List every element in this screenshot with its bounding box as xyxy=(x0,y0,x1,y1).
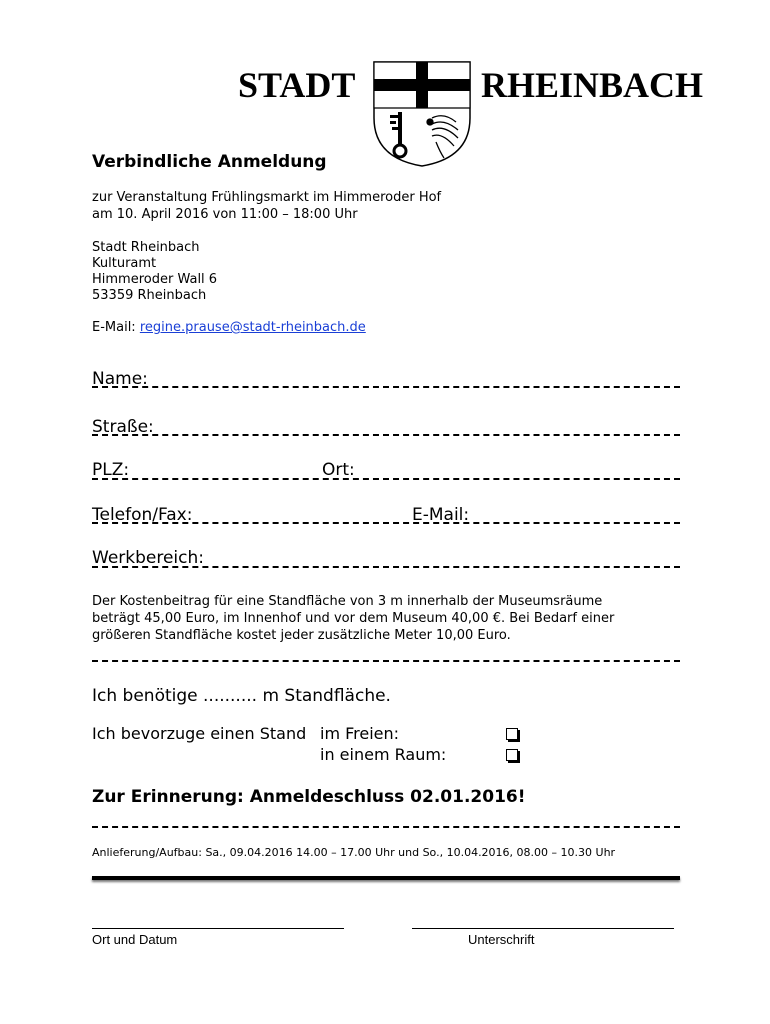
reminder-divider xyxy=(92,826,680,828)
signature-line[interactable] xyxy=(412,928,674,929)
name-label: Name: xyxy=(92,369,148,389)
stand-prefer-text: Ich bevorzuge einen Stand xyxy=(92,724,307,743)
cost-divider xyxy=(92,660,680,662)
outdoor-checkbox[interactable] xyxy=(506,728,518,740)
cost-line-1: Der Kostenbeitrag für eine Standfläche von 3 m innerhalb der Museumsräume xyxy=(92,594,603,609)
place-date-label: Ort und Datum xyxy=(92,932,178,947)
contact-email-link[interactable]: regine.prause@stadt-rheinbach.de xyxy=(139,320,366,335)
form-heading: Verbindliche Anmeldung xyxy=(92,152,327,172)
city-label: Ort: xyxy=(322,460,355,480)
place-date-line[interactable] xyxy=(92,928,344,929)
address-line-1: Stadt Rheinbach xyxy=(92,240,200,255)
street-label: Straße: xyxy=(92,417,154,437)
signature-label: Unterschrift xyxy=(468,932,535,947)
thick-divider xyxy=(92,876,680,880)
street-line[interactable] xyxy=(92,434,680,436)
option-indoor-label: in einem Raum: xyxy=(320,745,447,764)
plz-city-line[interactable] xyxy=(92,478,680,480)
coat-of-arms-icon xyxy=(372,60,472,168)
address-line-2: Kulturamt xyxy=(92,256,157,271)
deadline-reminder: Zur Erinnerung: Anmeldeschluss 02.01.2016! xyxy=(92,787,526,807)
cost-line-2: beträgt 45,00 Euro, im Innenhof und vor dem Museum 40,00 €. Bei Bedarf einer xyxy=(92,611,615,626)
contact-email xyxy=(92,320,366,335)
contact-email-label: E-Mail: xyxy=(92,320,136,335)
email-label: E-Mail: xyxy=(412,505,470,525)
event-line-1: zur Veranstaltung Frühlingsmarkt im Himmeroder Hof xyxy=(92,190,442,205)
title-stadt: STADT xyxy=(238,65,356,105)
option-outdoor-label: im Freien: xyxy=(320,724,400,743)
name-line[interactable] xyxy=(92,386,680,388)
address-line-4: 53359 Rheinbach xyxy=(92,288,207,303)
werkbereich-label: Werkbereich: xyxy=(92,548,205,568)
delivery-info: Anlieferung/Aufbau: Sa., 09.04.2016 14.00 – 17.00 Uhr und So., 10.04.2016, 08.00 – 10.30 Uhr xyxy=(92,846,616,859)
stand-size-text: Ich benötige .......... m Standfläche. xyxy=(92,686,391,706)
title-rheinbach: RHEINBACH xyxy=(481,65,704,105)
indoor-checkbox[interactable] xyxy=(506,749,518,761)
phone-email-line[interactable] xyxy=(92,522,680,524)
phone-label: Telefon/Fax: xyxy=(92,505,193,525)
address-line-3: Himmeroder Wall 6 xyxy=(92,272,218,287)
event-line-2: am 10. April 2016 von 11:00 – 18:00 Uhr xyxy=(92,207,358,222)
plz-label: PLZ: xyxy=(92,460,130,480)
werkbereich-line[interactable] xyxy=(92,566,680,568)
cost-line-3: größeren Standfläche kostet jeder zusätzliche Meter 10,00 Euro. xyxy=(92,628,511,643)
